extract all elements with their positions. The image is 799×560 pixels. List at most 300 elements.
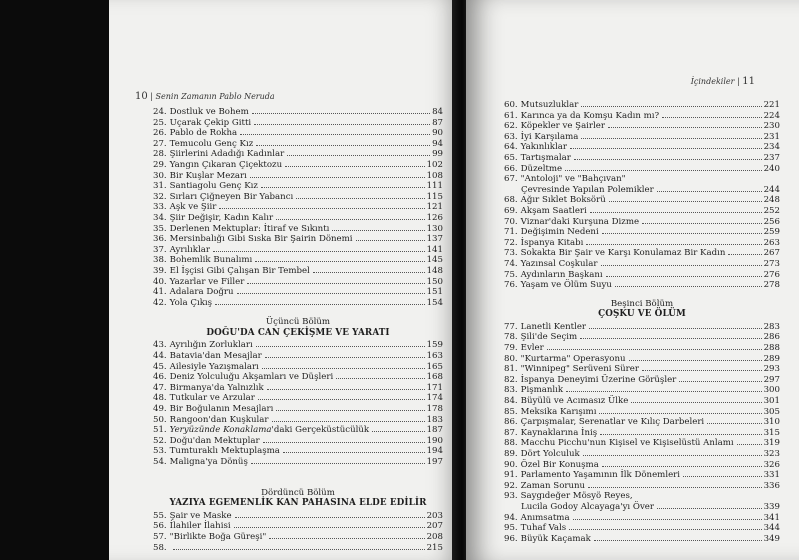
entry-title: Yaşam ve Ölüm Suyu xyxy=(520,280,612,291)
entry-title: "Birlikte Boğa Güreşi" xyxy=(169,531,267,542)
entry-title: Sırları Çiğneyen Bir Yabancı xyxy=(169,191,294,202)
entry-title: Rangoon'dan Kuşkular xyxy=(169,414,269,425)
toc-entry xyxy=(504,174,780,185)
toc-entry xyxy=(153,171,443,182)
entry-page-number: 310 xyxy=(763,417,780,428)
dot-leader xyxy=(263,442,425,443)
entry-number: 86. xyxy=(504,417,518,428)
entry-number: 33. xyxy=(153,202,167,213)
entry-title: Özel Bir Konuşma xyxy=(520,459,599,470)
entry-number: 34. xyxy=(153,212,167,223)
entry-page-number: 297 xyxy=(763,374,780,385)
toc-entry xyxy=(504,206,780,217)
entry-number: 56. xyxy=(153,521,167,532)
entry-title: Macchu Picchu'nun Kişisel ve Kişiselüstü Anlamı xyxy=(520,438,734,449)
toc-entry xyxy=(504,470,780,481)
entry-title: Değişimin Nedeni xyxy=(520,227,599,238)
dot-leader xyxy=(251,463,425,464)
toc-entry xyxy=(504,491,780,502)
toc-entry xyxy=(153,415,443,426)
entry-title: Derlenen Mektuplar: İtiraf ve Sıkıntı xyxy=(169,223,330,234)
entry-title: Bir Boğulanın Mesajları xyxy=(169,404,274,415)
left-running-header xyxy=(135,91,275,102)
entry-page-number: 237 xyxy=(763,152,780,163)
entry-title: Uçarak Çekip Gitti xyxy=(169,117,252,128)
toc-entry xyxy=(153,128,443,139)
entry-title: Pişmanlık xyxy=(520,385,564,396)
dot-leader xyxy=(642,223,762,224)
entry-title: Dört Yolculuk xyxy=(520,449,580,459)
entry-number: 29. xyxy=(153,159,167,170)
entry-number: 63. xyxy=(504,131,518,142)
entry-page-number: 99 xyxy=(432,149,443,160)
entry-number: 38. xyxy=(153,255,167,266)
entry-title: Ayrılığın Zorlukları xyxy=(169,340,253,351)
entry-page-number: 244 xyxy=(763,184,780,195)
dot-leader xyxy=(589,328,762,329)
entry-page-number: 197 xyxy=(426,457,443,467)
toc-entry xyxy=(504,385,780,396)
right-toc xyxy=(504,100,780,544)
dot-leader xyxy=(219,208,424,209)
entry-number: 57. xyxy=(153,531,167,542)
entry-number: 26. xyxy=(153,128,167,139)
toc-entry xyxy=(504,248,780,259)
entry-title: Meksika Karışımı xyxy=(520,406,597,417)
toc-entry xyxy=(504,428,780,439)
entry-title: Dostluk ve Bohem xyxy=(169,107,249,117)
entry-title: Ayrılıklar xyxy=(169,244,210,255)
entry-number: 92. xyxy=(504,480,518,491)
entry-title: Adalara Doğru xyxy=(169,287,234,298)
entry-number: 28. xyxy=(153,149,167,160)
entry-title: Santiagolu Genç Kız xyxy=(169,181,258,192)
entry-page-number: 102 xyxy=(426,159,443,170)
entry-title: Batavia'dan Mesajlar xyxy=(169,351,262,362)
toc-entry xyxy=(504,164,780,175)
right-page xyxy=(466,0,799,560)
entry-number: 84. xyxy=(504,396,518,407)
entry-title: Aşk ve Şiir xyxy=(169,202,217,213)
toc-entry xyxy=(153,107,443,118)
toc-entry xyxy=(504,375,780,386)
entry-number: 30. xyxy=(153,170,167,181)
dot-leader xyxy=(237,293,425,294)
toc-entry xyxy=(504,332,780,343)
dot-leader xyxy=(356,240,425,241)
entry-number: 46. xyxy=(153,372,167,383)
entry-page-number: 194 xyxy=(426,446,443,457)
entry-page-number: 331 xyxy=(763,470,780,481)
entry-title: "Antoloji" ve "Bahçıvan" xyxy=(520,174,626,185)
toc-entry xyxy=(504,438,780,449)
dot-leader xyxy=(173,549,425,550)
entry-number: 35. xyxy=(153,223,167,234)
toc-entry xyxy=(153,532,443,543)
toc-entry xyxy=(504,280,780,291)
toc-entry xyxy=(504,449,780,460)
entry-page-number: 94 xyxy=(432,138,443,149)
toc-entry xyxy=(504,217,780,228)
entry-number: 55. xyxy=(153,510,167,521)
toc-entry xyxy=(504,259,780,270)
dot-leader xyxy=(254,124,430,125)
entry-number: 47. xyxy=(153,382,167,393)
left-toc xyxy=(153,107,443,553)
dot-leader xyxy=(247,283,424,284)
entry-title: Büyülü ve Acımasız Ülke xyxy=(520,396,629,407)
entry-page-number: 341 xyxy=(763,512,780,523)
toc-entry xyxy=(504,417,780,428)
toc-entry xyxy=(504,322,780,333)
entry-number: 75. xyxy=(504,269,518,280)
entry-title: Lanetli Kentler xyxy=(520,321,587,332)
dot-leader xyxy=(629,360,762,361)
entry-number: 94. xyxy=(504,512,518,523)
toc-list xyxy=(504,322,780,544)
entry-page-number: 126 xyxy=(426,212,443,223)
entry-page-number: 178 xyxy=(426,404,443,415)
entry-page-number: 248 xyxy=(763,195,780,206)
entry-title: Bir Kuşlar Mezarı xyxy=(169,170,247,181)
right-page-number: 11 xyxy=(742,76,755,87)
entry-number: 78. xyxy=(504,332,518,343)
dot-leader xyxy=(267,389,425,390)
dot-leader xyxy=(287,155,430,156)
toc-entry xyxy=(153,404,443,415)
entry-page-number: 230 xyxy=(763,121,780,132)
entry-title: Çarpışmalar, Serenatlar ve Kılıç Darbeleri xyxy=(520,417,705,428)
entry-page-number: 111 xyxy=(426,181,443,192)
entry-title: Ağır Sıklet Boksörü xyxy=(520,195,606,206)
toc-entry xyxy=(153,160,443,171)
entry-page-number: 154 xyxy=(426,297,443,308)
left-page xyxy=(109,0,458,560)
toc-entry xyxy=(504,534,780,545)
entry-number: 41. xyxy=(153,287,167,298)
entry-page-number: 150 xyxy=(426,276,443,287)
entry-number: 96. xyxy=(504,533,518,544)
dot-leader xyxy=(581,138,761,139)
entry-number: 73. xyxy=(504,248,518,259)
toc-entry xyxy=(153,192,443,203)
dot-leader xyxy=(679,381,761,382)
entry-title: Yola Çıkış xyxy=(169,297,213,308)
entry-title: El İşçisi Gibi Çalışan Bir Tembel xyxy=(169,265,310,276)
dot-leader xyxy=(262,368,425,369)
entry-number: 37. xyxy=(153,244,167,255)
dot-leader xyxy=(631,402,761,403)
dot-leader xyxy=(573,519,762,520)
toc-entry xyxy=(504,111,780,122)
toc-entry xyxy=(153,245,443,256)
entry-number: 95. xyxy=(504,523,518,534)
entry-number: 77. xyxy=(504,321,518,332)
entry-number: 91. xyxy=(504,470,518,481)
entry-page-number: 231 xyxy=(763,131,780,142)
entry-title: "Kurtarma" Operasyonu xyxy=(520,353,626,364)
section-title: YAZIYA EGEMENLİK KAN PAHASINA ELDE EDİLİR xyxy=(169,498,427,509)
header-separator: | xyxy=(150,92,153,101)
entry-page-number: 159 xyxy=(426,340,443,351)
entry-title: İspanya Kitabı xyxy=(520,237,584,248)
entry-page-number: 283 xyxy=(763,321,780,332)
dot-leader xyxy=(590,212,762,213)
entry-number: 67. xyxy=(504,174,518,185)
dot-leader xyxy=(594,540,762,541)
dot-leader xyxy=(737,444,762,445)
entry-number: 76. xyxy=(504,280,518,291)
toc-entry xyxy=(504,100,780,111)
dot-leader xyxy=(728,254,761,255)
toc-entry xyxy=(504,153,780,164)
entry-title: Yazınsal Coşkular xyxy=(520,258,598,269)
entry-page-number: 148 xyxy=(426,265,443,276)
dot-leader xyxy=(240,134,430,135)
dot-leader xyxy=(285,166,424,167)
toc-entry xyxy=(504,407,780,418)
entry-page-number: 190 xyxy=(426,435,443,446)
toc-entry xyxy=(153,425,443,436)
entry-number: 60. xyxy=(504,100,518,110)
dot-leader xyxy=(269,538,424,539)
entry-page-number: 319 xyxy=(763,438,780,449)
entry-number: 69. xyxy=(504,205,518,216)
toc-entry xyxy=(153,372,443,383)
entry-title: Yazarlar ve Filler xyxy=(169,276,245,287)
toc-entry-continuation xyxy=(504,502,780,513)
entry-number: 71. xyxy=(504,227,518,238)
entry-number: 50. xyxy=(153,414,167,425)
entry-title: Deniz Yolculuğu Akşamları ve Düşleri xyxy=(169,372,334,383)
entry-number: 48. xyxy=(153,393,167,404)
entry-title: Doğu'dan Mektuplar xyxy=(169,435,260,446)
entry-title: Tuhaf Vals xyxy=(520,523,567,534)
toc-entry xyxy=(504,238,780,249)
entry-page-number: 224 xyxy=(763,110,780,121)
entry-number: 64. xyxy=(504,142,518,153)
entry-title-italic: Yeryüzünde Konaklama xyxy=(169,425,272,436)
entry-page-number: 183 xyxy=(426,414,443,425)
dot-leader xyxy=(570,148,762,149)
toc-entry xyxy=(153,351,443,362)
toc-entry xyxy=(153,224,443,235)
toc-entry xyxy=(153,436,443,447)
dot-leader xyxy=(657,191,762,192)
entry-page-number: 263 xyxy=(763,237,780,248)
entry-title: İlahiler İlahisi xyxy=(169,521,231,532)
toc-entry xyxy=(153,149,443,160)
entry-page-number: 301 xyxy=(763,396,780,407)
entry-number: 62. xyxy=(504,121,518,132)
entry-title: Akşam Saatleri xyxy=(520,205,587,216)
entry-page-number: 115 xyxy=(426,191,443,202)
entry-title: Evler xyxy=(520,343,544,354)
entry-title: Parlamento Yaşamının İlk Dönemleri xyxy=(520,470,681,481)
toc-entry xyxy=(153,181,443,192)
entry-page-number: 90 xyxy=(432,128,443,139)
entry-number: 68. xyxy=(504,195,518,206)
dot-leader xyxy=(261,187,425,188)
entry-page-number: 151 xyxy=(426,287,443,298)
entry-page-number: 278 xyxy=(763,280,780,291)
entry-number: 25. xyxy=(153,117,167,128)
dot-leader xyxy=(609,201,762,202)
entry-page-number: 215 xyxy=(426,542,443,553)
dot-leader xyxy=(657,508,762,509)
entry-page-number: 84 xyxy=(432,107,443,117)
section-label: Dördüncü Bölüm xyxy=(261,487,335,498)
toc-entry xyxy=(504,513,780,524)
entry-page-number: 145 xyxy=(426,255,443,266)
section-label: Beşinci Bölüm xyxy=(610,298,674,309)
toc-entry xyxy=(153,298,443,309)
toc-entry xyxy=(153,383,443,394)
entry-number: 49. xyxy=(153,404,167,415)
toc-entry xyxy=(504,121,780,132)
entry-number: 66. xyxy=(504,163,518,174)
entry-page-number: 315 xyxy=(763,427,780,438)
entry-title: Aydınların Başkanı xyxy=(520,269,603,280)
entry-title xyxy=(170,425,369,436)
toc-entry xyxy=(153,521,443,532)
section-title: ÇOŞKU VE ÖLÜM xyxy=(598,309,686,320)
entry-page-number: 276 xyxy=(763,269,780,280)
dot-leader xyxy=(569,529,761,530)
entry-page-number: 208 xyxy=(426,531,443,542)
toc-list xyxy=(153,340,443,467)
dot-leader xyxy=(265,357,425,358)
dot-leader xyxy=(581,106,761,107)
dot-leader xyxy=(642,370,762,371)
dot-leader xyxy=(565,170,761,171)
entry-number: 44. xyxy=(153,351,167,362)
toc-entry xyxy=(153,393,443,404)
entry-number: 81. xyxy=(504,364,518,375)
toc-entry xyxy=(153,277,443,288)
toc-entry xyxy=(153,457,443,468)
entry-title: Şiir Değişir, Kadın Kalır xyxy=(169,212,274,223)
entry-page-number: 108 xyxy=(426,170,443,181)
toc-entry xyxy=(153,139,443,150)
entry-number: 88. xyxy=(504,438,518,449)
entry-page-number: 286 xyxy=(763,332,780,343)
toc-entry xyxy=(504,270,780,281)
entry-page-number: 323 xyxy=(763,449,780,459)
section-label: Üçüncü Bölüm xyxy=(265,317,331,328)
entry-title: İspanya Deneyimi Üzerine Görüşler xyxy=(520,374,677,385)
dot-leader xyxy=(547,349,762,350)
dot-leader xyxy=(276,410,424,411)
entry-number: 32. xyxy=(153,191,167,202)
entry-page-number: 168 xyxy=(426,372,443,383)
entry-title: Ailesiyle Yazışmaları xyxy=(169,361,259,372)
entry-title: Düzeltme xyxy=(520,163,563,174)
toc-entry xyxy=(504,364,780,375)
dot-leader xyxy=(574,159,762,160)
right-header-title: İçindekiler xyxy=(690,77,735,86)
dot-leader xyxy=(586,244,761,245)
entry-number: 83. xyxy=(504,385,518,396)
entry-title-rest: 'daki Gerçeküstücülük xyxy=(271,425,370,436)
entry-number: 45. xyxy=(153,361,167,372)
dot-leader xyxy=(276,219,424,220)
entry-page-number: 165 xyxy=(426,361,443,372)
entry-title: Saygıdeğer Mösyö Reyes, xyxy=(520,491,633,502)
toc-list xyxy=(504,100,780,291)
toc-entry xyxy=(153,213,443,224)
toc-entry xyxy=(504,343,780,354)
dot-leader xyxy=(235,517,425,518)
entry-page-number: 300 xyxy=(763,385,780,396)
toc-entry xyxy=(504,460,780,471)
dot-leader xyxy=(336,378,424,379)
entry-page-number: 141 xyxy=(426,244,443,255)
dot-leader xyxy=(258,399,425,400)
entry-number: 27. xyxy=(153,138,167,149)
dot-leader xyxy=(313,272,425,273)
toc-entry xyxy=(153,543,443,554)
dot-leader xyxy=(272,421,425,422)
dot-leader xyxy=(588,487,762,488)
toc-entry xyxy=(504,195,780,206)
entry-page-number: 234 xyxy=(763,142,780,153)
entry-number: 70. xyxy=(504,216,518,227)
entry-title: Zaman Sorunu xyxy=(520,480,586,491)
entry-page-number: 207 xyxy=(426,521,443,532)
toc-list xyxy=(153,107,443,308)
dot-leader xyxy=(215,304,425,305)
entry-title: Maligna'ya Dönüş xyxy=(169,457,248,467)
entry-page-number: 293 xyxy=(763,364,780,375)
entry-number: 39. xyxy=(153,265,167,276)
toc-entry xyxy=(153,511,443,522)
dot-leader xyxy=(583,455,762,456)
dot-leader xyxy=(599,413,761,414)
entry-page-number: 289 xyxy=(763,353,780,364)
entry-number: 82. xyxy=(504,374,518,385)
entry-page-number: 349 xyxy=(763,533,780,544)
entry-page-number: 344 xyxy=(763,523,780,534)
entry-page-number: 171 xyxy=(426,382,443,393)
entry-page-number: 174 xyxy=(426,393,443,404)
entry-number: 24. xyxy=(153,107,167,117)
dot-leader xyxy=(615,286,762,287)
toc-entry xyxy=(153,266,443,277)
entry-page-number: 273 xyxy=(763,258,780,269)
dot-leader xyxy=(602,466,762,467)
toc-entry xyxy=(504,132,780,143)
dot-leader xyxy=(250,177,425,178)
dot-leader xyxy=(600,434,761,435)
dot-leader xyxy=(601,265,762,266)
entry-page-number: 221 xyxy=(763,100,780,110)
entry-number: 42. xyxy=(153,297,167,308)
toc-list xyxy=(153,511,443,553)
entry-title: Viznar'daki Kurşuna Dizme xyxy=(520,216,640,227)
entry-number: 72. xyxy=(504,237,518,248)
dot-leader xyxy=(332,230,424,231)
entry-page-number: 240 xyxy=(763,163,780,174)
dot-leader xyxy=(606,276,762,277)
entry-title: Kaynaklarına İniş xyxy=(520,427,598,438)
entry-number: 80. xyxy=(504,353,518,364)
entry-page-number: 326 xyxy=(763,459,780,470)
entry-title: Anımsatma xyxy=(520,512,570,523)
toc-entry xyxy=(153,362,443,373)
entry-number: 43. xyxy=(153,340,167,351)
entry-page-number: 288 xyxy=(763,343,780,354)
